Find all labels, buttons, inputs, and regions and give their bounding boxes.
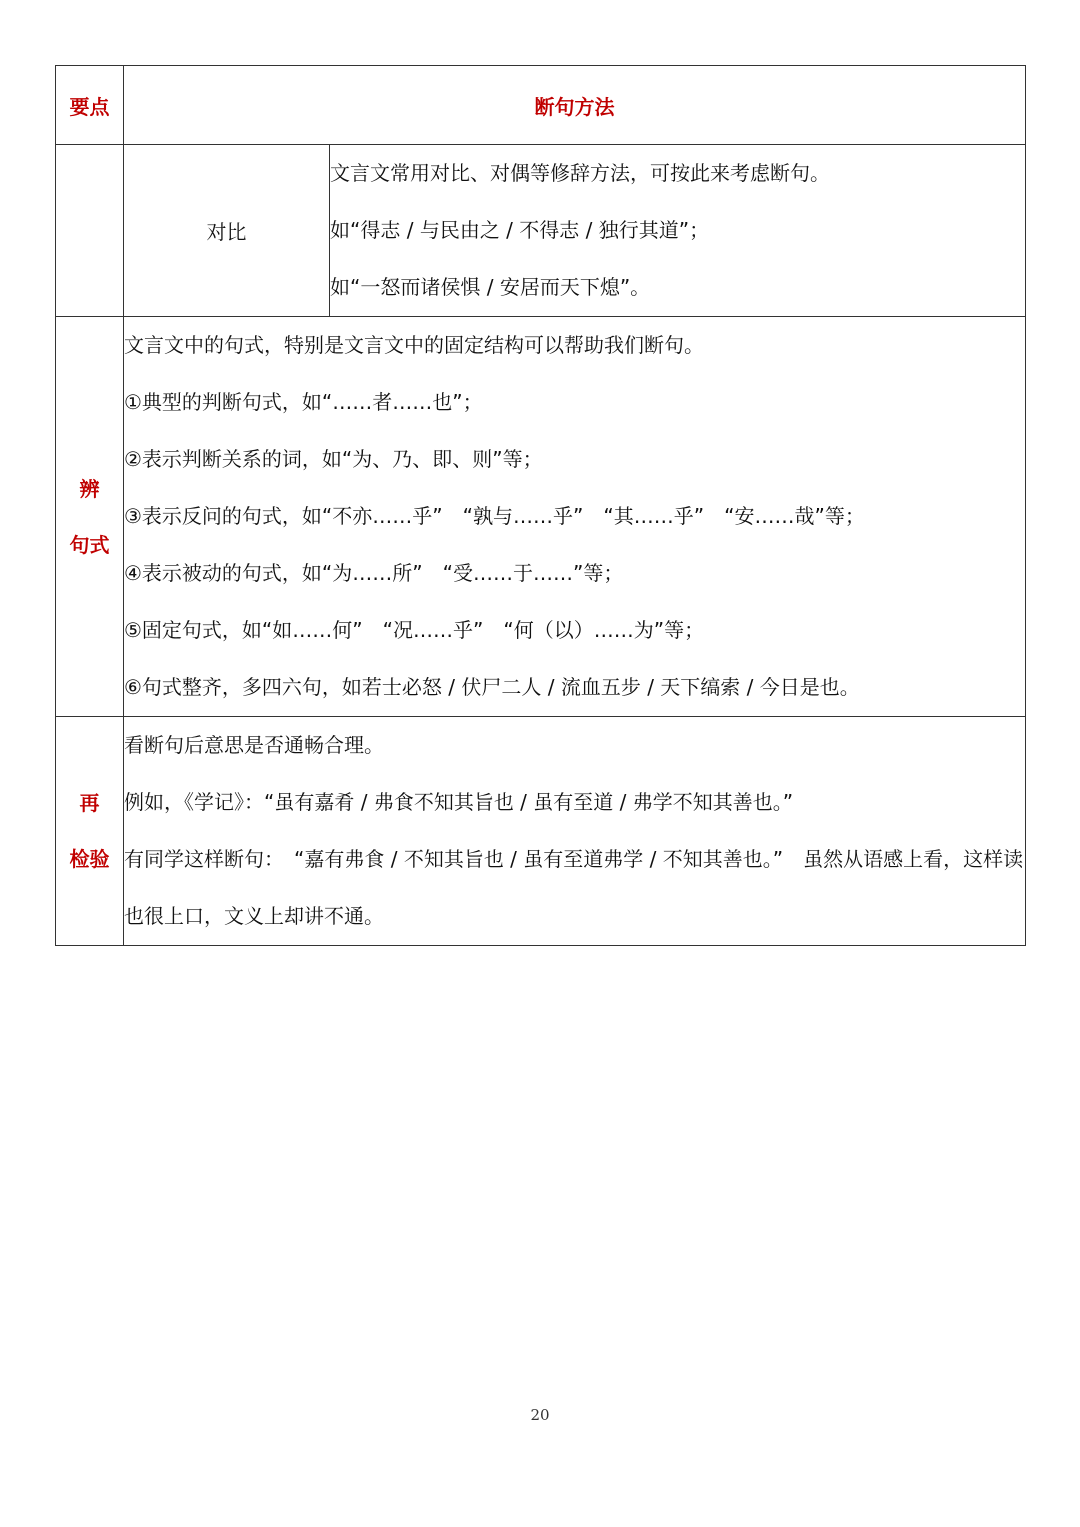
content-line: ③表示反问的句式，如“不亦……乎” “孰与……乎” “其……乎” “安……哉”等； [124, 504, 865, 528]
row-key-cell [56, 145, 124, 317]
content-line: 文言文中的句式，特别是文言文中的固定结构可以帮助我们断句。 [124, 333, 704, 357]
content-line: 例如，《学记》：“虽有嘉肴 / 弗食不知其旨也 / 虽有至道 / 弗学不知其善也。” [124, 790, 794, 814]
row-key-cell [56, 717, 124, 946]
row-key-cell [56, 317, 124, 717]
table-row [56, 717, 1026, 946]
content-line: 有同学这样断句： “嘉有弗食 / 不知其旨也 / 虽有至道弗学 / 不知其善也。” 虽然从语感上看，这样读也很上口，文义上却讲不通。 [124, 847, 1024, 928]
table-row [56, 317, 1026, 717]
row-content-cell [330, 145, 1026, 317]
row-content-cell [124, 717, 1026, 946]
row-key-line: 句式 [69, 532, 110, 557]
table-row [56, 145, 1026, 317]
row-key-line: 辨 [79, 476, 100, 501]
row-subtitle-cell: 对比 [124, 145, 330, 317]
content-line: ④表示被动的句式，如“为……所” “受……于……”等； [124, 561, 624, 585]
content-line: ⑥句式整齐，多四六句，如若士必怒 / 伏尸二人 / 流血五步 / 天下缟索 / 今日是也。 [124, 675, 860, 699]
content-line: 如“得志 / 与民由之 / 不得志 / 独行其道”； [330, 218, 710, 242]
content-line: 文言文常用对比、对偶等修辞方法，可按此来考虑断句。 [330, 161, 830, 185]
row-content-cell [124, 317, 1026, 717]
method-table [55, 65, 1026, 946]
content-line: 看断句后意思是否通畅合理。 [124, 733, 384, 757]
content-line: ②表示判断关系的词，如“为、乃、即、则”等； [124, 447, 543, 471]
header-key-cell: 要点 [56, 66, 124, 145]
content-line: 如“一怒而诸侯惧 / 安居而天下熄”。 [330, 275, 651, 299]
page-number: 20 [530, 1406, 550, 1424]
table-header-row [56, 66, 1026, 145]
row-key-line: 再 [79, 791, 100, 815]
row-key-line: 检验 [69, 847, 110, 871]
content-line: ①典型的判断句式，如“……者……也”； [124, 390, 483, 414]
content-line: ⑤固定句式，如“如……何” “况……乎” “何（以）……为”等； [124, 618, 705, 642]
header-method-cell: 断句方法 [124, 66, 1026, 145]
